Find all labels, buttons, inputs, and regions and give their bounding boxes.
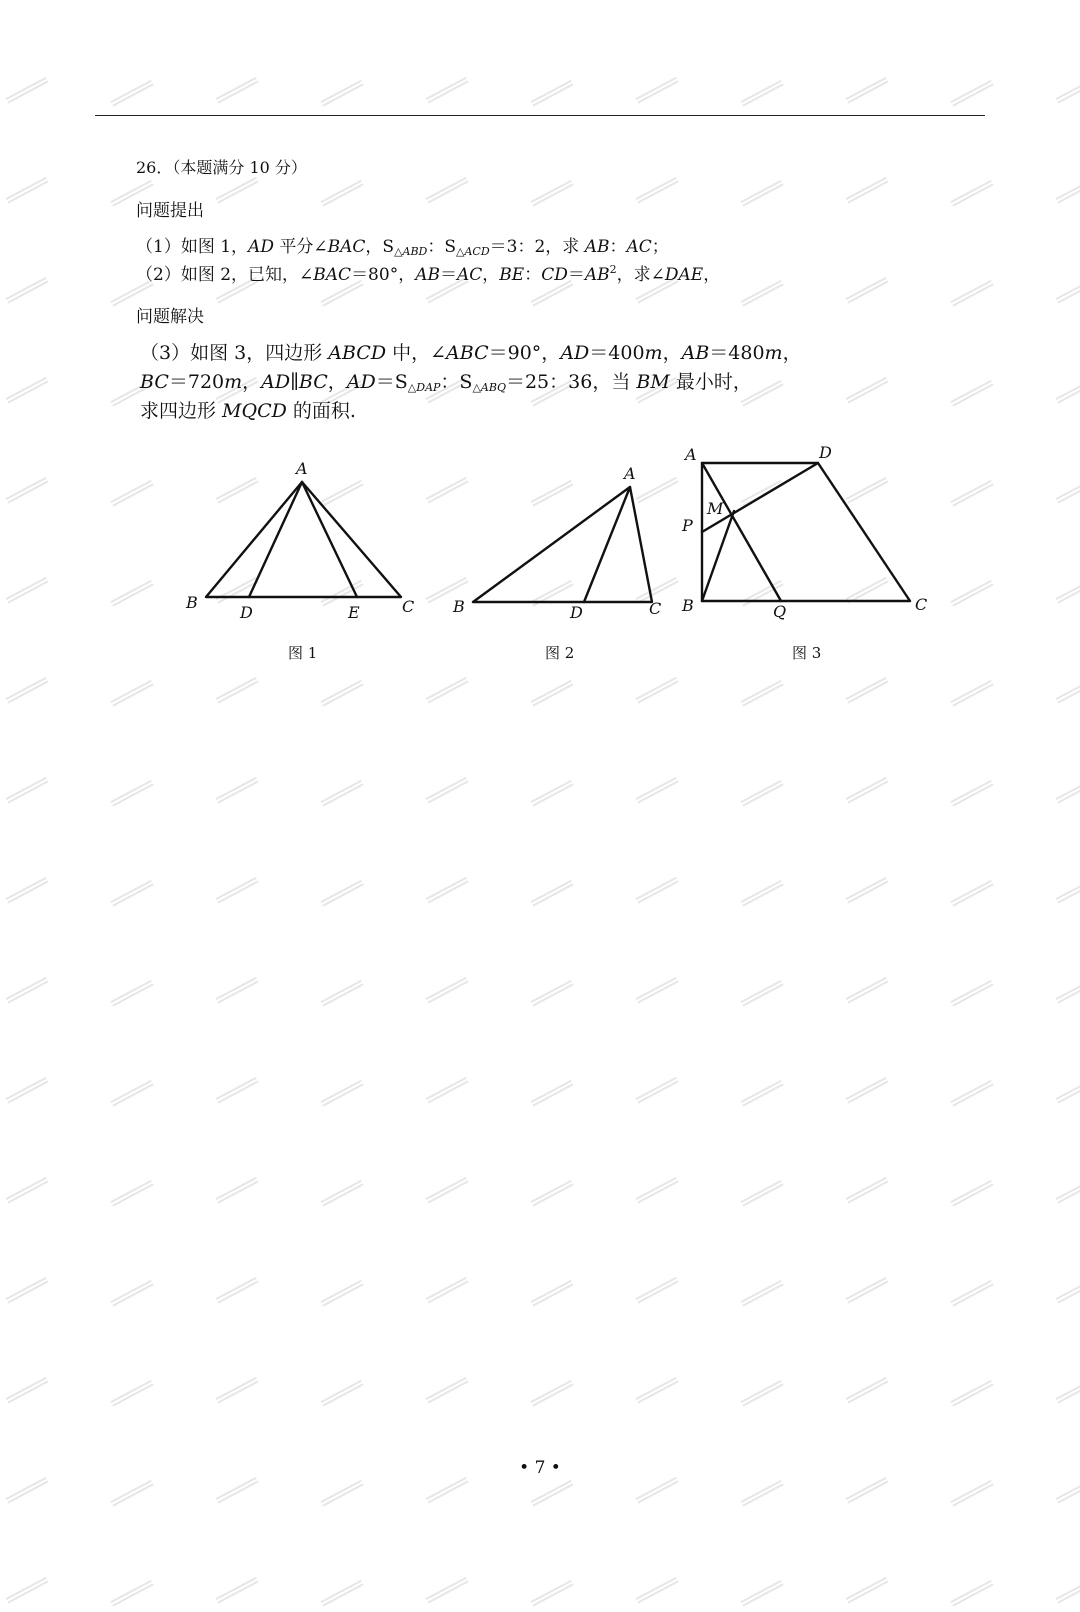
- text-run: ＝: [567, 265, 585, 285]
- text-run: ；: [651, 237, 669, 257]
- text-run: ＝90°，: [488, 342, 561, 364]
- watermark-mark: [634, 1175, 681, 1209]
- text-run: ＝400: [589, 342, 645, 364]
- watermark-mark: [1054, 1575, 1080, 1609]
- text-run: ＝S: [375, 371, 408, 393]
- watermark-mark: [319, 778, 366, 812]
- figure-1-shapes: [206, 482, 401, 597]
- watermark-mark: [844, 775, 891, 809]
- math-run: AB: [681, 342, 710, 364]
- watermark-mark: [634, 875, 681, 909]
- watermark-mark: [109, 1178, 156, 1212]
- watermark-mark: [214, 1175, 261, 1209]
- watermark-mark: [4, 1275, 51, 1309]
- watermark-mark: [634, 775, 681, 809]
- math-run: AC: [626, 237, 652, 257]
- watermark-mark: [739, 1578, 786, 1612]
- figure-3-segment-aq: [702, 463, 781, 601]
- math-run: AB: [584, 265, 610, 285]
- watermark-mark: [109, 1578, 156, 1612]
- watermark-mark: [1054, 1375, 1080, 1409]
- watermark-mark: [424, 875, 471, 909]
- text-run: ：: [609, 237, 627, 257]
- math-run: m: [224, 371, 243, 393]
- figure-2-shapes: [473, 487, 652, 602]
- math-run: CD: [541, 265, 568, 285]
- question-number: 26．: [136, 158, 173, 177]
- text-run: ：S: [440, 371, 473, 393]
- watermark-mark: [949, 1278, 996, 1312]
- watermark-mark: [739, 1478, 786, 1512]
- watermark-mark: [844, 975, 891, 1009]
- text-run: ，: [242, 371, 262, 393]
- watermark-mark: [214, 875, 261, 909]
- math-run: BAC: [313, 265, 352, 285]
- watermark-mark: [844, 875, 891, 909]
- text-run: 求四边形: [140, 400, 223, 422]
- watermark-mark: [424, 1175, 471, 1209]
- watermark-mark: [214, 1475, 261, 1509]
- watermark-mark: [109, 878, 156, 912]
- watermark-mark: [1054, 1475, 1080, 1509]
- watermark-mark: [109, 978, 156, 1012]
- text-run: （3）如图 3，四边形: [140, 342, 329, 364]
- watermark-mark: [4, 1575, 51, 1609]
- watermark-mark: [1054, 775, 1080, 809]
- watermark-mark: [739, 878, 786, 912]
- math-run: AB: [584, 237, 610, 257]
- watermark-mark: [4, 975, 51, 1009]
- fig2-label-c: C: [649, 599, 662, 618]
- text-run: ＝3：2，求: [489, 237, 585, 257]
- watermark-mark: [319, 1078, 366, 1112]
- math-superscript: 2: [609, 263, 617, 276]
- watermark-mark: [319, 1378, 366, 1412]
- math-run: BM: [636, 371, 670, 393]
- math-run: BAC: [327, 237, 366, 257]
- watermark-mark: [4, 1075, 51, 1109]
- fig2-label-d: D: [570, 603, 583, 622]
- text-run: ∥: [290, 371, 299, 393]
- watermark-mark: [424, 1275, 471, 1309]
- watermark-mark: [319, 1578, 366, 1612]
- math-run: AD: [261, 371, 291, 393]
- watermark-mark: [739, 978, 786, 1012]
- watermark-mark: [949, 1178, 996, 1212]
- watermark-mark: [214, 1075, 261, 1109]
- text-run: ，: [327, 371, 347, 393]
- math-run: AD: [560, 342, 590, 364]
- watermark-mark: [634, 1275, 681, 1309]
- watermark-mark: [1054, 975, 1080, 1009]
- math-run: ABC: [446, 342, 489, 364]
- text-run: 的面积.: [286, 400, 356, 422]
- math-run: AD: [346, 371, 376, 393]
- math-run: m: [644, 342, 663, 364]
- watermark-mark: [424, 975, 471, 1009]
- watermark-mark: [949, 978, 996, 1012]
- watermark-mark: [319, 978, 366, 1012]
- figure-1-segment-ad: [249, 482, 302, 597]
- fig3-label-p: P: [682, 516, 693, 535]
- watermark-mark: [949, 1078, 996, 1112]
- watermark-mark: [319, 1178, 366, 1212]
- watermark-mark: [844, 1175, 891, 1209]
- watermark-mark: [1054, 875, 1080, 909]
- watermark-mark: [844, 1475, 891, 1509]
- text-run: ＝720: [168, 371, 225, 393]
- watermark-mark: [949, 1578, 996, 1612]
- fig3-label-a: A: [685, 445, 697, 464]
- watermark-mark: [424, 1075, 471, 1109]
- watermark-mark: [214, 975, 261, 1009]
- watermark-mark: [529, 1478, 576, 1512]
- watermark-mark: [424, 1375, 471, 1409]
- watermark-mark: [634, 1575, 681, 1609]
- watermark-mark: [949, 1478, 996, 1512]
- text-run: （1）如图 1，: [136, 237, 249, 257]
- text-run: ＝80°，: [351, 265, 416, 285]
- watermark-mark: [529, 1078, 576, 1112]
- math-run: m: [764, 342, 783, 364]
- watermark-mark: [739, 1378, 786, 1412]
- watermark-mark: [634, 1375, 681, 1409]
- math-run: AB: [415, 265, 440, 285]
- figure-2-triangle-abc: [473, 487, 652, 602]
- watermark-mark: [739, 1078, 786, 1112]
- text-run: ：S: [427, 237, 457, 257]
- question-score: （本题满分 10 分）: [172, 158, 307, 177]
- watermark-mark: [1054, 1275, 1080, 1309]
- figure-3-segment-pd: [702, 463, 818, 532]
- watermark-mark: [214, 1275, 261, 1309]
- text-run: ：: [524, 265, 542, 285]
- watermark-mark: [109, 1378, 156, 1412]
- fig3-label-b: B: [682, 596, 694, 615]
- page-number: • 7 •: [519, 1458, 561, 1478]
- fig3-label-q: Q: [773, 602, 787, 621]
- math-subscript: △DAP: [407, 381, 441, 394]
- text-run: （2）如图 2，已知，∠: [136, 265, 314, 285]
- section-heading-raise: 问题提出: [136, 201, 204, 221]
- text-run: 中，∠: [386, 342, 447, 364]
- watermark-mark: [949, 778, 996, 812]
- math-run: DAE: [664, 265, 704, 285]
- watermark-mark: [4, 1475, 51, 1509]
- watermark-mark: [949, 878, 996, 912]
- fig1-label-b: B: [186, 593, 198, 612]
- watermark-mark: [109, 1278, 156, 1312]
- watermark-mark: [4, 775, 51, 809]
- figure-3-quadrilateral-abcd: [702, 463, 910, 601]
- section-heading-solve: 问题解决: [136, 307, 204, 327]
- watermark-mark: [424, 775, 471, 809]
- watermark-mark: [319, 1478, 366, 1512]
- watermark-mark: [634, 975, 681, 1009]
- watermark-mark: [634, 1475, 681, 1509]
- watermark-mark: [739, 1178, 786, 1212]
- watermark-mark: [214, 1575, 261, 1609]
- math-run: BE: [499, 265, 525, 285]
- watermark-mark: [214, 775, 261, 809]
- watermark-mark: [529, 978, 576, 1012]
- text-run: ，: [662, 342, 682, 364]
- fig3-label-c: C: [915, 595, 928, 614]
- watermark-mark: [529, 1578, 576, 1612]
- watermark-mark: [844, 1075, 891, 1109]
- figure-3-shapes: [702, 463, 910, 601]
- watermark-mark: [424, 1575, 471, 1609]
- watermark-mark: [739, 1278, 786, 1312]
- text-run: ＝25：36，当: [505, 371, 637, 393]
- text-run: 平分∠: [273, 237, 328, 257]
- fig1-label-c: C: [402, 597, 415, 616]
- watermark-mark: [739, 778, 786, 812]
- text-run: ＝: [439, 265, 457, 285]
- figure-3-segment-bm: [702, 511, 734, 601]
- watermark-mark: [634, 1075, 681, 1109]
- watermark-mark: [949, 1378, 996, 1412]
- text-run: ，求∠: [616, 265, 665, 285]
- watermark-mark: [844, 1375, 891, 1409]
- figure-1-triangle-abc: [206, 482, 401, 597]
- text-run: ，S: [365, 237, 395, 257]
- watermark-mark: [529, 1278, 576, 1312]
- fig2-label-a: A: [624, 464, 636, 483]
- text-run: ＝480: [709, 342, 765, 364]
- watermark-mark: [1054, 1075, 1080, 1109]
- watermark-mark: [529, 878, 576, 912]
- text-run: ，: [782, 342, 802, 364]
- watermark-mark: [319, 878, 366, 912]
- fig1-label-d: D: [240, 603, 253, 622]
- watermark-mark: [529, 1178, 576, 1212]
- watermark-mark: [424, 1475, 471, 1509]
- figure-1-segment-ae: [302, 482, 357, 597]
- text-run: 最小时，: [669, 371, 752, 393]
- watermark-mark: [529, 1378, 576, 1412]
- figure-3-caption: 图 3: [792, 644, 822, 662]
- fig1-label-e: E: [348, 603, 360, 622]
- math-subscript: △ABQ: [472, 381, 506, 394]
- figure-2-caption: 图 2: [545, 644, 575, 662]
- math-run: BC: [140, 371, 169, 393]
- figures-diagram: [0, 0, 1080, 700]
- watermark-mark: [529, 778, 576, 812]
- math-run: MQCD: [222, 400, 287, 422]
- watermark-mark: [109, 1478, 156, 1512]
- watermark-mark: [844, 1275, 891, 1309]
- watermark-mark: [1054, 1175, 1080, 1209]
- watermark-mark: [109, 778, 156, 812]
- figure-1-caption: 图 1: [288, 644, 318, 662]
- watermark-mark: [844, 1575, 891, 1609]
- math-subscript: △ACD: [456, 245, 490, 258]
- fig3-label-m: M: [707, 499, 724, 518]
- math-run: AD: [248, 237, 274, 257]
- math-subscript: △ABD: [394, 245, 428, 258]
- fig1-label-a: A: [296, 459, 308, 478]
- fig2-label-b: B: [453, 597, 465, 616]
- fig3-label-d: D: [819, 443, 832, 462]
- watermark-mark: [4, 875, 51, 909]
- math-run: BC: [298, 371, 328, 393]
- watermark-mark: [214, 1375, 261, 1409]
- watermark-mark: [4, 1175, 51, 1209]
- math-run: AC: [456, 265, 483, 285]
- watermark-mark: [109, 1078, 156, 1112]
- watermark-mark: [4, 1375, 51, 1409]
- text-run: ，: [703, 265, 721, 285]
- watermark-mark: [319, 1278, 366, 1312]
- text-run: ，: [482, 265, 500, 285]
- math-run: ABCD: [328, 342, 387, 364]
